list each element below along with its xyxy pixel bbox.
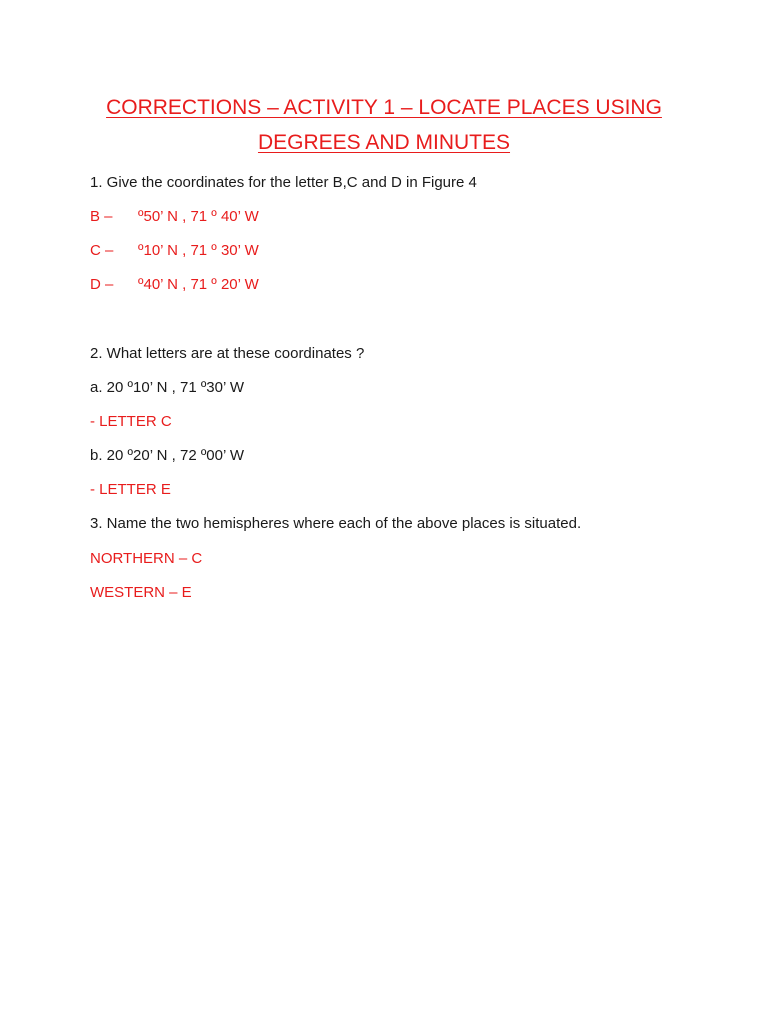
answer-c-value: º10’ N , 71 º 30’ W xyxy=(138,242,259,259)
question-2b: b. 20 º20’ N , 72 º00’ W xyxy=(90,447,245,464)
question-2a: a. 20 º10’ N , 71 º30’ W xyxy=(90,379,245,396)
answer-b-value: º50’ N , 71 º 40’ W xyxy=(138,208,259,225)
question-1: 1. Give the coordinates for the letter B,C and D in Figure 4 xyxy=(90,174,477,191)
answer-c-label: C – xyxy=(90,242,114,259)
answer-d-label: D – xyxy=(90,276,114,293)
answer-b-label: B – xyxy=(90,208,113,225)
answer-2b: - LETTER E xyxy=(90,481,171,498)
answer-d-value: º40’ N , 71 º 20’ W xyxy=(138,276,259,293)
answer-c xyxy=(90,242,259,259)
answer-3-northern: NORTHERN – C xyxy=(90,550,203,567)
question-2: 2. What letters are at these coordinates ? xyxy=(90,345,365,362)
answer-2a: - LETTER C xyxy=(90,413,172,430)
question-3: 3. Name the two hemispheres where each of the above places is situated. xyxy=(90,515,582,532)
title-line-2: DEGREES AND MINUTES xyxy=(257,131,511,154)
answer-b xyxy=(90,208,259,225)
answer-3-western: WESTERN – E xyxy=(90,584,192,601)
title-line-1: CORRECTIONS – ACTIVITY 1 – LOCATE PLACES USING xyxy=(106,96,662,119)
answer-d xyxy=(90,276,259,293)
